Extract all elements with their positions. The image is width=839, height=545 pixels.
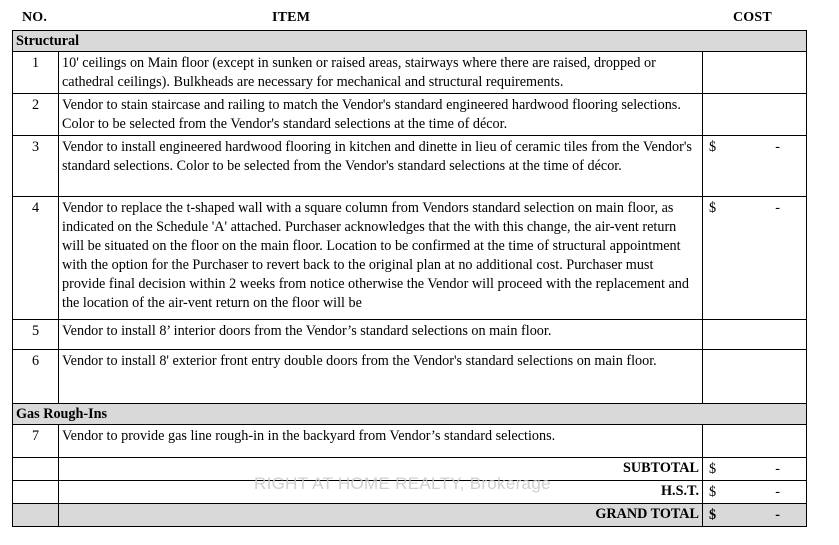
row-number: 1 — [13, 52, 59, 94]
section-label: Structural — [13, 31, 807, 52]
row-number: 4 — [13, 197, 59, 320]
row-number: 6 — [13, 350, 59, 404]
row-currency: $ — [709, 200, 717, 216]
hst-label: H.S.T. — [59, 481, 703, 504]
empty-cell — [13, 481, 59, 504]
section-label: Gas Rough-Ins — [13, 404, 807, 425]
row-number: 2 — [13, 94, 59, 136]
table-row — [13, 320, 807, 350]
row-item: Vendor to provide gas line rough-in in the backyard from Vendor’s standard selections. — [59, 425, 703, 458]
row-cost — [703, 197, 807, 320]
row-item: Vendor to install 8' exterior front entry double doors from the Vendor's standard selections on main floor. — [59, 350, 703, 404]
table-row — [13, 52, 807, 94]
hst-currency: $ — [709, 484, 717, 500]
table-row — [13, 94, 807, 136]
watermark: RIGHT AT HOME REALTY, Brokerage — [254, 474, 551, 493]
row-cost — [703, 52, 807, 94]
schedule-table — [12, 30, 807, 527]
grand-total-currency: $ — [709, 507, 717, 523]
grand-total-value: - — [775, 507, 781, 523]
row-item: Vendor to stain staircase and railing to match the Vendor's standard engineered hardwood flooring selections. Color to be selected from the Vendor's standard selections at the time of décor. — [59, 94, 703, 136]
table-row — [13, 197, 807, 320]
subtotal-cost — [703, 458, 807, 481]
row-cost-value: - — [775, 200, 781, 216]
row-item-text: Vendor to replace the t-shaped wall with a square column from Vendors standard selection on main floor, as indicated on the Schedule 'A' attached. Purchaser acknowledges that the with this change, the air-vent return will be situated on the floor on the main floor. Location to be confirmed at the time of structural appointment with the option for the Purchaser to revert back to the original plan at no additional cost. Purchaser must provide final decision within 2 weeks from notice otherwise the Vendor will proceed with the replacement and the location of the air-vent return on the floor will be — [62, 200, 689, 311]
row-item: Vendor to install engineered hardwood flooring in kitchen and dinette in lieu of ceramic tiles from the Vendor's standard selections. Color to be selected from the Vendor's standard selections at the time of décor. — [59, 136, 703, 197]
section-row-structural — [13, 31, 807, 52]
row-number: 7 — [13, 425, 59, 458]
header-no: NO. — [22, 10, 48, 25]
subtotal-row — [13, 458, 807, 481]
row-cost — [703, 94, 807, 136]
subtotal-value: - — [775, 461, 781, 477]
row-item: 10' ceilings on Main floor (except in sunken or raised areas, stairways where there are raised, dropped or cathedral ceilings). Bulkheads are necessary for mechanical and structural requirements. — [59, 52, 703, 94]
row-cost — [703, 425, 807, 458]
row-currency: $ — [709, 139, 717, 155]
empty-cell — [13, 504, 59, 527]
subtotal-label: SUBTOTAL — [59, 458, 703, 481]
grand-total-label: GRAND TOTAL — [59, 504, 703, 527]
row-cost — [703, 320, 807, 350]
hst-row — [13, 481, 807, 504]
header-cost: COST — [733, 10, 772, 25]
row-item — [59, 197, 703, 320]
hst-value: - — [775, 484, 781, 500]
row-item: Vendor to install 8’ interior doors from the Vendor’s standard selections on main floor. — [59, 320, 703, 350]
table-row — [13, 425, 807, 458]
row-cost — [703, 136, 807, 197]
section-row-gas — [13, 404, 807, 425]
table-row — [13, 136, 807, 197]
row-cost-value: - — [775, 139, 781, 155]
grand-total-cost — [703, 504, 807, 527]
table-row — [13, 350, 807, 404]
grand-total-row — [13, 504, 807, 527]
subtotal-currency: $ — [709, 461, 717, 477]
row-cost — [703, 350, 807, 404]
hst-cost — [703, 481, 807, 504]
row-number: 3 — [13, 136, 59, 197]
empty-cell — [13, 458, 59, 481]
row-number: 5 — [13, 320, 59, 350]
header-item: ITEM — [272, 10, 311, 25]
